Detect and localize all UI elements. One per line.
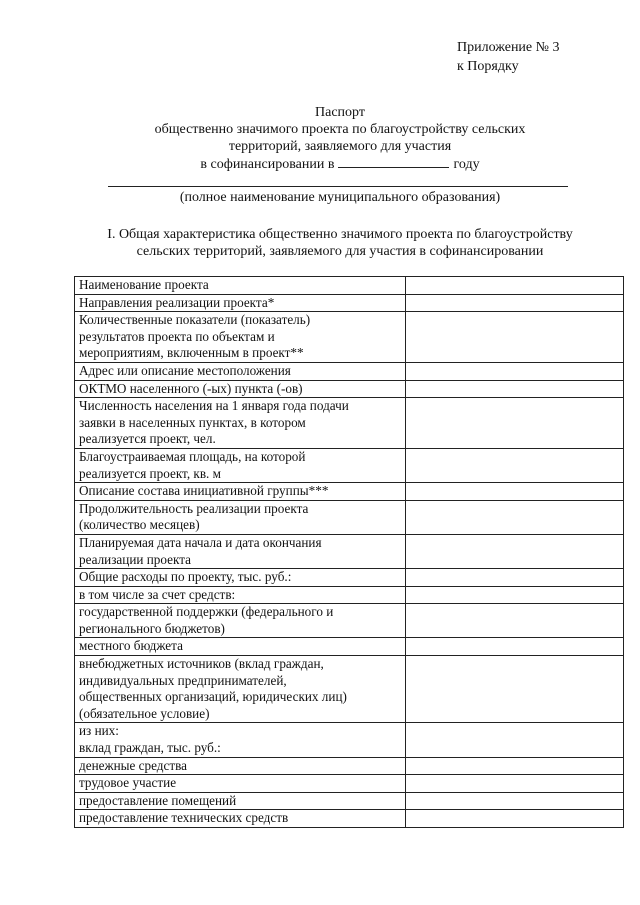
row-label-line: реализации проекта: [79, 551, 192, 567]
row-label-line: Численность населения на 1 января года подачи: [79, 398, 349, 414]
row-label: [75, 534, 406, 568]
document-subtitle-line-3: [70, 155, 610, 173]
year-text: году: [453, 157, 480, 172]
row-value-cell[interactable]: [406, 312, 624, 363]
table-row: [75, 534, 624, 568]
row-value-cell[interactable]: [406, 604, 624, 638]
row-label: [75, 757, 406, 775]
row-label-line: Планируемая дата начала и дата окончания: [79, 534, 322, 550]
row-value-cell[interactable]: [406, 810, 624, 828]
passport-table-body: [75, 277, 624, 828]
table-row: [75, 277, 624, 295]
row-label-line: местного бюджета: [79, 638, 183, 654]
row-value-cell[interactable]: [406, 638, 624, 656]
municipality-caption: (полное наименование муниципального образования): [179, 190, 501, 205]
row-label-line: Описание состава инициативной группы***: [79, 483, 329, 499]
row-label: [75, 277, 406, 295]
appendix-reference: к Порядку: [457, 59, 519, 74]
row-label: [75, 294, 406, 312]
row-label-line: (обязательное условие): [79, 705, 210, 721]
row-value-cell[interactable]: [406, 792, 624, 810]
row-label-line: результатов проекта по объектам и: [79, 328, 275, 344]
row-value-cell[interactable]: [406, 398, 624, 449]
row-label: [75, 638, 406, 656]
document-subtitle-line-2: территорий, заявляемого для участия: [228, 139, 452, 154]
row-label-line: заявки в населенных пунктах, в котором: [79, 414, 306, 430]
table-row: [75, 483, 624, 501]
row-label: [75, 810, 406, 828]
row-label-line: Продолжительность реализации проекта: [79, 500, 309, 516]
row-label-line: предоставление помещений: [79, 792, 237, 808]
table-row: [75, 638, 624, 656]
table-row: [75, 569, 624, 587]
row-label-line: государственной поддержки (федерального и: [79, 604, 334, 620]
table-row: [75, 448, 624, 482]
row-label: [75, 380, 406, 398]
row-label-line: денежные средства: [79, 757, 188, 773]
row-value-cell[interactable]: [406, 362, 624, 380]
table-row: [75, 775, 624, 793]
table-row: [75, 294, 624, 312]
row-label: [75, 775, 406, 793]
row-value-cell[interactable]: [406, 294, 624, 312]
appendix-note: [457, 38, 560, 76]
row-value-cell[interactable]: [406, 775, 624, 793]
row-value-cell[interactable]: [406, 586, 624, 604]
row-value-cell[interactable]: [406, 500, 624, 534]
row-label-line: из них:: [79, 723, 119, 739]
table-row: [75, 810, 624, 828]
row-label: [75, 362, 406, 380]
row-label: [75, 723, 406, 757]
row-label-line: Направления реализации проекта*: [79, 294, 275, 310]
row-label: [75, 483, 406, 501]
row-value-cell[interactable]: [406, 723, 624, 757]
row-value-cell[interactable]: [406, 656, 624, 723]
row-value-cell[interactable]: [406, 757, 624, 775]
row-label-line: внебюджетных источников (вклад граждан,: [79, 656, 324, 672]
row-label-line: Адрес или описание местоположения: [79, 362, 291, 378]
row-value-cell[interactable]: [406, 569, 624, 587]
row-label: [75, 656, 406, 723]
row-label-line: трудовое участие: [79, 775, 177, 791]
row-label: [75, 792, 406, 810]
row-label: [75, 569, 406, 587]
document-subtitle-line-1: общественно значимого проекта по благоустройству сельских: [154, 122, 526, 137]
municipality-blank-line: [108, 186, 568, 187]
row-label-line: реализуется проект, чел.: [79, 431, 216, 447]
section-heading-line-1: I. Общая характеристика общественно значимого проекта по благоустройству: [107, 227, 573, 242]
row-label: [75, 586, 406, 604]
table-row: [75, 723, 624, 757]
document-title: Паспорт: [315, 105, 365, 120]
row-value-cell[interactable]: [406, 277, 624, 295]
document-header: [70, 104, 610, 173]
row-label: [75, 448, 406, 482]
row-label-line: Количественные показатели (показатель): [79, 312, 311, 328]
row-label: [75, 312, 406, 363]
row-label-line: (количество месяцев): [79, 517, 200, 533]
row-label-line: реализуется проект, кв. м: [79, 465, 221, 481]
section-heading-line-2: сельских территорий, заявляемого для участия в софинансировании: [136, 244, 544, 259]
row-label-line: в том числе за счет средств:: [79, 586, 236, 602]
table-row: [75, 362, 624, 380]
row-label-line: мероприятиям, включенным в проект**: [79, 345, 304, 361]
table-row: [75, 380, 624, 398]
passport-table: [74, 276, 624, 828]
row-label: [75, 500, 406, 534]
section-heading: [70, 226, 610, 260]
row-value-cell[interactable]: [406, 448, 624, 482]
table-row: [75, 792, 624, 810]
row-label-line: регионального бюджетов): [79, 620, 225, 636]
table-row: [75, 586, 624, 604]
row-value-cell[interactable]: [406, 483, 624, 501]
appendix-number: Приложение № 3: [457, 40, 560, 55]
year-blank-line: [338, 155, 449, 168]
table-row: [75, 398, 624, 449]
row-label-line: общественных организаций, юридических лиц): [79, 689, 347, 705]
row-label: [75, 604, 406, 638]
row-value-cell[interactable]: [406, 534, 624, 568]
row-label-line: индивидуальных предпринимателей,: [79, 672, 287, 688]
table-row: [75, 312, 624, 363]
cofinancing-text: в софинансировании в: [200, 157, 335, 172]
row-label-line: Общие расходы по проекту, тыс. руб.:: [79, 569, 292, 585]
row-label-line: предоставление технических средств: [79, 810, 289, 826]
row-label-line: ОКТМО населенного (-ых) пункта (-ов): [79, 380, 303, 396]
table-row: [75, 604, 624, 638]
table-row: [75, 500, 624, 534]
row-value-cell[interactable]: [406, 380, 624, 398]
row-label-line: Благоустраиваемая площадь, на которой: [79, 448, 306, 464]
row-label: [75, 398, 406, 449]
table-row: [75, 656, 624, 723]
table-row: [75, 757, 624, 775]
row-label-line: вклад граждан, тыс. руб.:: [79, 740, 221, 756]
row-label-line: Наименование проекта: [79, 277, 209, 292]
